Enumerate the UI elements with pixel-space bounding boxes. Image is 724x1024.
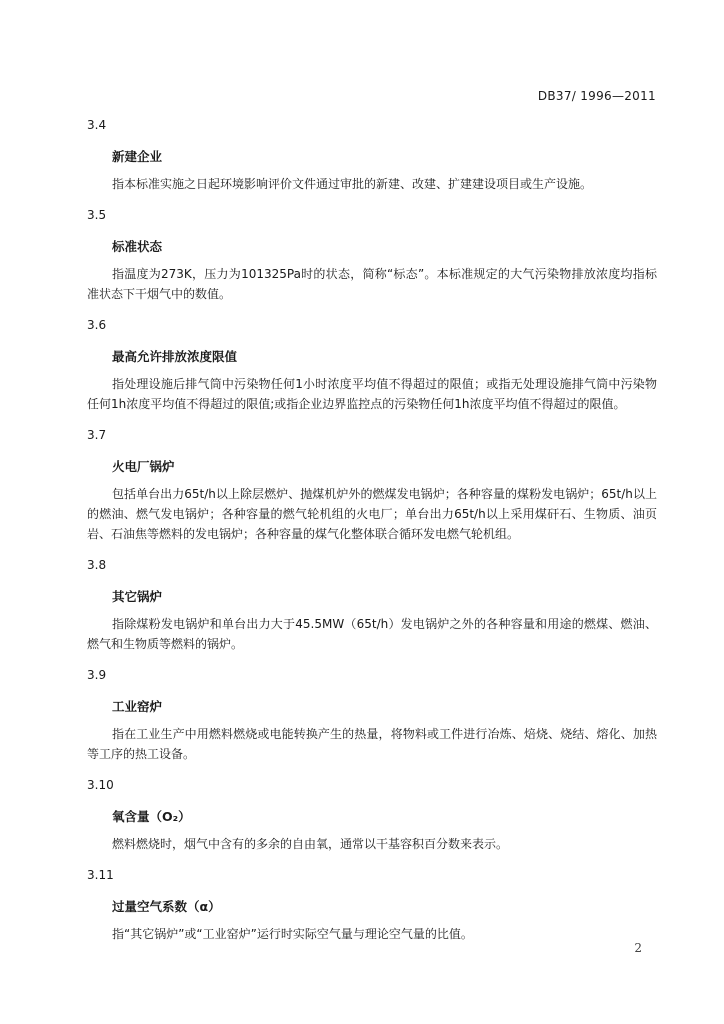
section-body: 指处理设施后排气筒中污染物任何1小时浓度平均值不得超过的限值；或指无处理设施排气筒中污染物任何1h浓度平均值不得超过的限值;或指企业边界监控点的污染物任何1h浓度平均值不得超过的限值。 (87, 377, 657, 411)
section-body: 包括单台出力65t/h以上除层燃炉、抛煤机炉外的燃煤发电锅炉；各种容量的煤粉发电锅炉；65t/h以上的燃油、燃气发电锅炉；各种容量的燃气轮机组的火电厂；单台出力65t/h以上采用煤矸石、生物质、油页岩、石油焦等燃料的发电锅炉；各种容量的煤气化整体联合循环发电燃气轮机组。 (87, 487, 657, 541)
definitions-list (87, 117, 657, 957)
section-3-7 (87, 427, 657, 544)
section-number: 3.7 (87, 428, 107, 442)
standard-code: DB37/ 1996—2011 (537, 89, 656, 103)
section-3-6 (87, 317, 657, 414)
section-number: 3.11 (87, 868, 114, 882)
section-3-11 (87, 867, 657, 944)
section-term: 新建企业 (112, 149, 163, 164)
section-body: 指除煤粉发电锅炉和单台出力大于45.5MW（65t/h）发电锅炉之外的各种容量和用途的燃煤、燃油、燃气和生物质等燃料的锅炉。 (87, 617, 657, 651)
section-3-10 (87, 777, 657, 854)
section-body: 指“其它锅炉”或“工业窑炉”运行时实际空气量与理论空气量的比值。 (112, 927, 473, 941)
section-term: 最高允许排放浓度限值 (112, 349, 238, 364)
section-term: 标准状态 (112, 239, 163, 254)
section-body: 指温度为273K，压力为101325Pa时的状态，简称“标态”。本标准规定的大气污染物排放浓度均指标准状态下干烟气中的数值。 (87, 267, 657, 301)
section-3-4 (87, 117, 657, 194)
section-term: 工业窑炉 (112, 699, 163, 714)
section-number: 3.6 (87, 318, 107, 332)
section-3-8 (87, 557, 657, 654)
section-body: 燃料燃烧时，烟气中含有的多余的自由氧，通常以干基容积百分数来表示。 (112, 837, 509, 851)
section-number: 3.4 (87, 118, 107, 132)
section-term: 其它锅炉 (112, 589, 163, 604)
section-body: 指本标准实施之日起环境影响评价文件通过审批的新建、改建、扩建建设项目或生产设施。 (112, 177, 593, 191)
section-number: 3.8 (87, 558, 107, 572)
section-3-5 (87, 207, 657, 304)
section-term: 火电厂锅炉 (112, 459, 175, 474)
section-body: 指在工业生产中用燃料燃烧或电能转换产生的热量，将物料或工件进行冶炼、焙烧、烧结、熔化、加热等工序的热工设备。 (87, 727, 657, 761)
section-number: 3.5 (87, 208, 107, 222)
section-number: 3.10 (87, 778, 114, 792)
section-number: 3.9 (87, 668, 107, 682)
section-term: 氧含量（O₂） (112, 809, 191, 824)
section-term: 过量空气系数（α） (112, 899, 221, 914)
page-number: 2 (634, 941, 642, 955)
section-3-9 (87, 667, 657, 764)
